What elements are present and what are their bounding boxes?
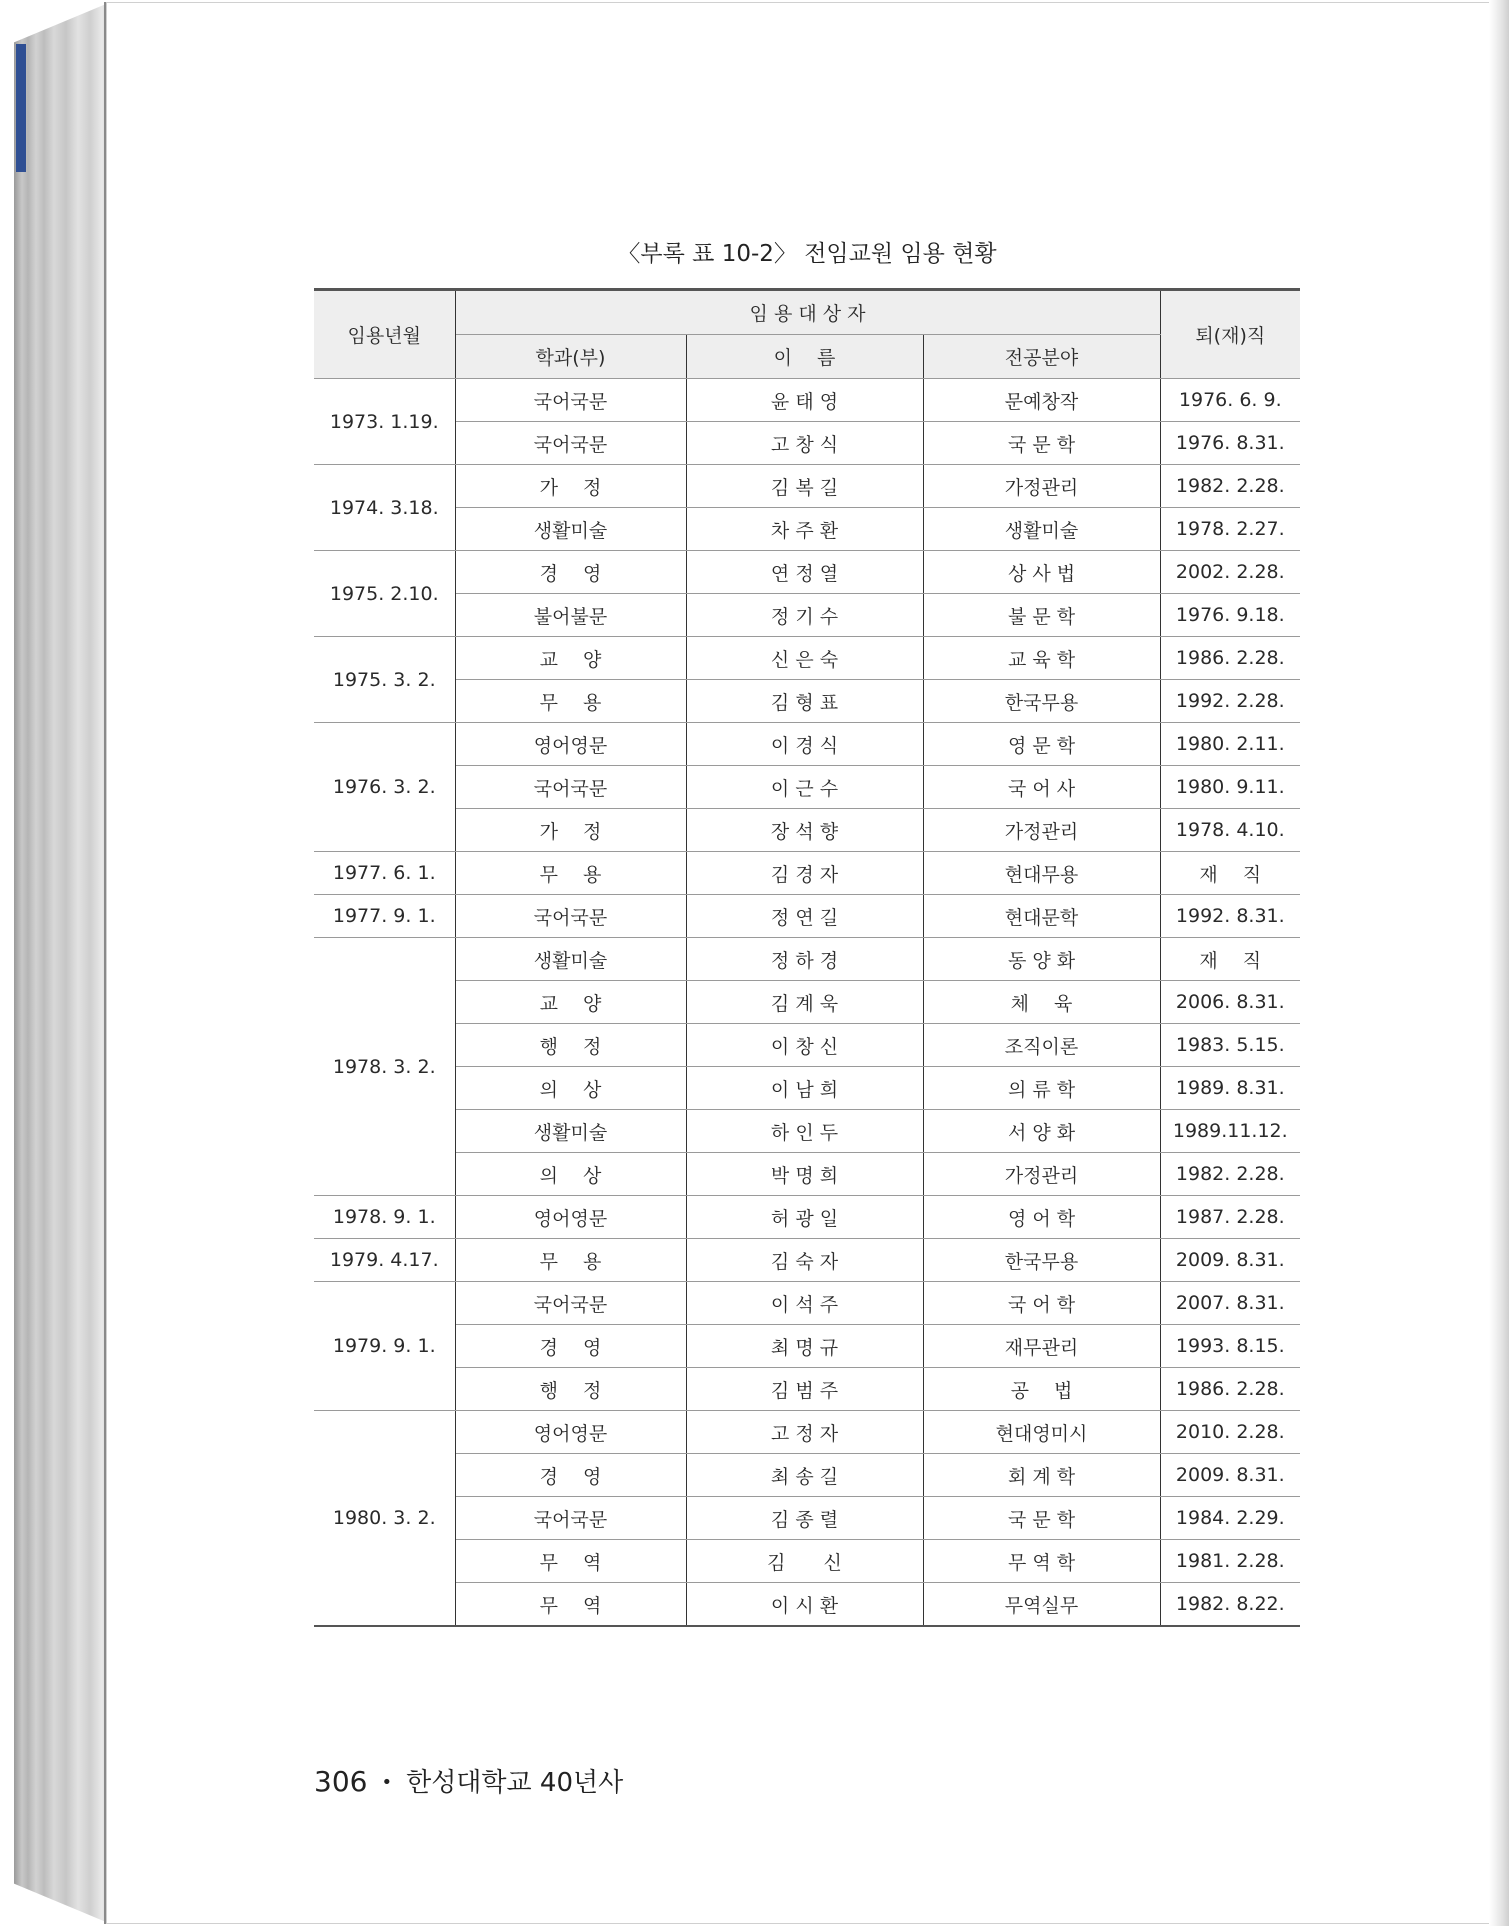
table-caption: 〈부록 표 10-2〉 전임교원 임용 현황: [617, 241, 997, 267]
faculty-name: 고 창 식: [686, 422, 923, 465]
faculty-name: 최 명 규: [686, 1325, 923, 1368]
faculty-name: 김 계 욱: [686, 981, 923, 1024]
table-row: [314, 1024, 1300, 1067]
department: 국어국문: [455, 422, 686, 465]
department: 국어국문: [455, 766, 686, 809]
department: 무 역: [455, 1583, 686, 1627]
appointment-date: 1977. 6. 1.: [314, 852, 455, 895]
major-field: 문예창작: [923, 379, 1160, 422]
department: 교 양: [455, 981, 686, 1024]
table-row: [314, 508, 1300, 551]
faculty-name: 신 은 숙: [686, 637, 923, 680]
leave-date: 1981. 2.28.: [1160, 1540, 1300, 1583]
major-field: 가정관리: [923, 465, 1160, 508]
table-row: [314, 1282, 1300, 1325]
footer-bullet: •: [381, 1772, 393, 1793]
major-field: 현대문학: [923, 895, 1160, 938]
table-row: [314, 852, 1300, 895]
book-title: 한성대학교 40년사: [406, 1768, 624, 1798]
major-field: 불 문 학: [923, 594, 1160, 637]
major-field: 현대영미시: [923, 1411, 1160, 1454]
department: 경 영: [455, 551, 686, 594]
major-field: 영 문 학: [923, 723, 1160, 766]
major-field: 국 문 학: [923, 422, 1160, 465]
table-row: [314, 594, 1300, 637]
department: 가 정: [455, 465, 686, 508]
leave-date: 1992. 8.31.: [1160, 895, 1300, 938]
leave-date: 1986. 2.28.: [1160, 1368, 1300, 1411]
major-field: 교 육 학: [923, 637, 1160, 680]
header-dept: 학과(부): [455, 335, 686, 379]
major-field: 체 육: [923, 981, 1160, 1024]
major-field: 공 법: [923, 1368, 1160, 1411]
leave-date: 2009. 8.31.: [1160, 1239, 1300, 1282]
major-field: 무역실무: [923, 1583, 1160, 1627]
table-row: [314, 1153, 1300, 1196]
leave-date: 재 직: [1160, 938, 1300, 981]
faculty-name: 연 정 열: [686, 551, 923, 594]
table-row: [314, 1067, 1300, 1110]
major-field: 한국무용: [923, 680, 1160, 723]
faculty-name: 윤 태 영: [686, 379, 923, 422]
leave-date: 재 직: [1160, 852, 1300, 895]
table-row: [314, 1110, 1300, 1153]
department: 가 정: [455, 809, 686, 852]
appointment-date: 1980. 3. 2.: [314, 1411, 455, 1627]
leave-date: 1976. 9.18.: [1160, 594, 1300, 637]
appointment-date: 1979. 4.17.: [314, 1239, 455, 1282]
appointment-date: 1975. 3. 2.: [314, 637, 455, 723]
department: 영어영문: [455, 1411, 686, 1454]
leave-date: 2009. 8.31.: [1160, 1454, 1300, 1497]
leave-date: 1980. 2.11.: [1160, 723, 1300, 766]
department: 생활미술: [455, 1110, 686, 1153]
table-row: [314, 422, 1300, 465]
major-field: 상 사 법: [923, 551, 1160, 594]
leave-date: 1982. 2.28.: [1160, 1153, 1300, 1196]
department: 영어영문: [455, 723, 686, 766]
faculty-name: 박 명 희: [686, 1153, 923, 1196]
major-field: 한국무용: [923, 1239, 1160, 1282]
faculty-name: 이 남 희: [686, 1067, 923, 1110]
faculty-name: 차 주 환: [686, 508, 923, 551]
department: 국어국문: [455, 379, 686, 422]
leave-date: 1982. 8.22.: [1160, 1583, 1300, 1627]
table-row: [314, 1325, 1300, 1368]
table-row: [314, 379, 1300, 422]
table-row: [314, 1368, 1300, 1411]
leave-date: 1989. 8.31.: [1160, 1067, 1300, 1110]
leave-date: 1976. 6. 9.: [1160, 379, 1300, 422]
table-row: [314, 680, 1300, 723]
faculty-name: 김 숙 자: [686, 1239, 923, 1282]
appointment-date: 1973. 1.19.: [314, 379, 455, 465]
faculty-name: 하 인 두: [686, 1110, 923, 1153]
major-field: 생활미술: [923, 508, 1160, 551]
faculty-name: 김 경 자: [686, 852, 923, 895]
appointment-date: 1979. 9. 1.: [314, 1282, 455, 1411]
faculty-name: 이 경 식: [686, 723, 923, 766]
leave-date: 2006. 8.31.: [1160, 981, 1300, 1024]
faculty-name: 김 신: [686, 1540, 923, 1583]
table-row: [314, 1239, 1300, 1282]
leave-date: 1984. 2.29.: [1160, 1497, 1300, 1540]
department: 행 정: [455, 1024, 686, 1067]
department: 영어영문: [455, 1196, 686, 1239]
appointment-date: 1977. 9. 1.: [314, 895, 455, 938]
leave-date: 2010. 2.28.: [1160, 1411, 1300, 1454]
department: 생활미술: [455, 938, 686, 981]
faculty-name: 이 석 주: [686, 1282, 923, 1325]
department: 국어국문: [455, 1497, 686, 1540]
faculty-name: 이 창 신: [686, 1024, 923, 1067]
department: 경 영: [455, 1325, 686, 1368]
header-group: 임 용 대 상 자: [455, 290, 1160, 335]
leave-date: 2002. 2.28.: [1160, 551, 1300, 594]
faculty-name: 최 송 길: [686, 1454, 923, 1497]
major-field: 의 류 학: [923, 1067, 1160, 1110]
department: 무 역: [455, 1540, 686, 1583]
table-row: [314, 981, 1300, 1024]
major-field: 조직이론: [923, 1024, 1160, 1067]
department: 의 상: [455, 1067, 686, 1110]
department: 교 양: [455, 637, 686, 680]
faculty-name: 김 범 주: [686, 1368, 923, 1411]
major-field: 가정관리: [923, 1153, 1160, 1196]
table-body: [314, 379, 1300, 1627]
leave-date: 1978. 2.27.: [1160, 508, 1300, 551]
major-field: 국 어 사: [923, 766, 1160, 809]
table-row: [314, 465, 1300, 508]
page-footer: [314, 1762, 623, 1799]
leave-date: 1986. 2.28.: [1160, 637, 1300, 680]
appointment-date: 1978. 9. 1.: [314, 1196, 455, 1239]
major-field: 국 어 학: [923, 1282, 1160, 1325]
department: 무 용: [455, 680, 686, 723]
table-row: [314, 1411, 1300, 1454]
faculty-name: 장 석 향: [686, 809, 923, 852]
header-name: 이 름: [686, 335, 923, 379]
table-row: [314, 895, 1300, 938]
table-row: [314, 809, 1300, 852]
faculty-name: 정 하 경: [686, 938, 923, 981]
major-field: 가정관리: [923, 809, 1160, 852]
table-row: [314, 723, 1300, 766]
leave-date: 1980. 9.11.: [1160, 766, 1300, 809]
major-field: 서 양 화: [923, 1110, 1160, 1153]
appointment-date: 1975. 2.10.: [314, 551, 455, 637]
table-row: [314, 637, 1300, 680]
table-row: [314, 551, 1300, 594]
department: 행 정: [455, 1368, 686, 1411]
leave-date: 2007. 8.31.: [1160, 1282, 1300, 1325]
department: 국어국문: [455, 1282, 686, 1325]
page-number: 306: [314, 1765, 368, 1798]
appointment-table: [314, 288, 1300, 1627]
book-spine-accent: [16, 44, 26, 172]
faculty-name: 김 복 길: [686, 465, 923, 508]
department: 의 상: [455, 1153, 686, 1196]
department: 생활미술: [455, 508, 686, 551]
faculty-name: 김 형 표: [686, 680, 923, 723]
major-field: 재무관리: [923, 1325, 1160, 1368]
table-row: [314, 1196, 1300, 1239]
faculty-name: 고 정 자: [686, 1411, 923, 1454]
header-date: 임용년월: [314, 290, 455, 379]
appointment-date: 1978. 3. 2.: [314, 938, 455, 1196]
major-field: 동 양 화: [923, 938, 1160, 981]
major-field: 국 문 학: [923, 1497, 1160, 1540]
department: 경 영: [455, 1454, 686, 1497]
table-row: [314, 1583, 1300, 1627]
leave-date: 1987. 2.28.: [1160, 1196, 1300, 1239]
appointment-date: 1974. 3.18.: [314, 465, 455, 551]
leave-date: 1989.11.12.: [1160, 1110, 1300, 1153]
header-leave: 퇴(재)직: [1160, 290, 1300, 379]
major-field: 영 어 학: [923, 1196, 1160, 1239]
table-row: [314, 1540, 1300, 1583]
table-row: [314, 1454, 1300, 1497]
leave-date: 1982. 2.28.: [1160, 465, 1300, 508]
table-row: [314, 938, 1300, 981]
department: 불어불문: [455, 594, 686, 637]
leave-date: 1978. 4.10.: [1160, 809, 1300, 852]
major-field: 현대무용: [923, 852, 1160, 895]
faculty-name: 정 기 수: [686, 594, 923, 637]
faculty-name: 이 근 수: [686, 766, 923, 809]
table-row: [314, 1497, 1300, 1540]
department: 국어국문: [455, 895, 686, 938]
faculty-name: 이 시 환: [686, 1583, 923, 1627]
book-page-edges: [14, 4, 106, 1922]
department: 무 용: [455, 1239, 686, 1282]
major-field: 무 역 학: [923, 1540, 1160, 1583]
page-right-edge: [1489, 0, 1509, 1926]
major-field: 회 계 학: [923, 1454, 1160, 1497]
leave-date: 1992. 2.28.: [1160, 680, 1300, 723]
faculty-name: 허 광 일: [686, 1196, 923, 1239]
faculty-name: 정 연 길: [686, 895, 923, 938]
leave-date: 1976. 8.31.: [1160, 422, 1300, 465]
appointment-date: 1976. 3. 2.: [314, 723, 455, 852]
leave-date: 1983. 5.15.: [1160, 1024, 1300, 1067]
faculty-name: 김 종 렬: [686, 1497, 923, 1540]
department: 무 용: [455, 852, 686, 895]
header-major: 전공분야: [923, 335, 1160, 379]
leave-date: 1993. 8.15.: [1160, 1325, 1300, 1368]
table-row: [314, 766, 1300, 809]
